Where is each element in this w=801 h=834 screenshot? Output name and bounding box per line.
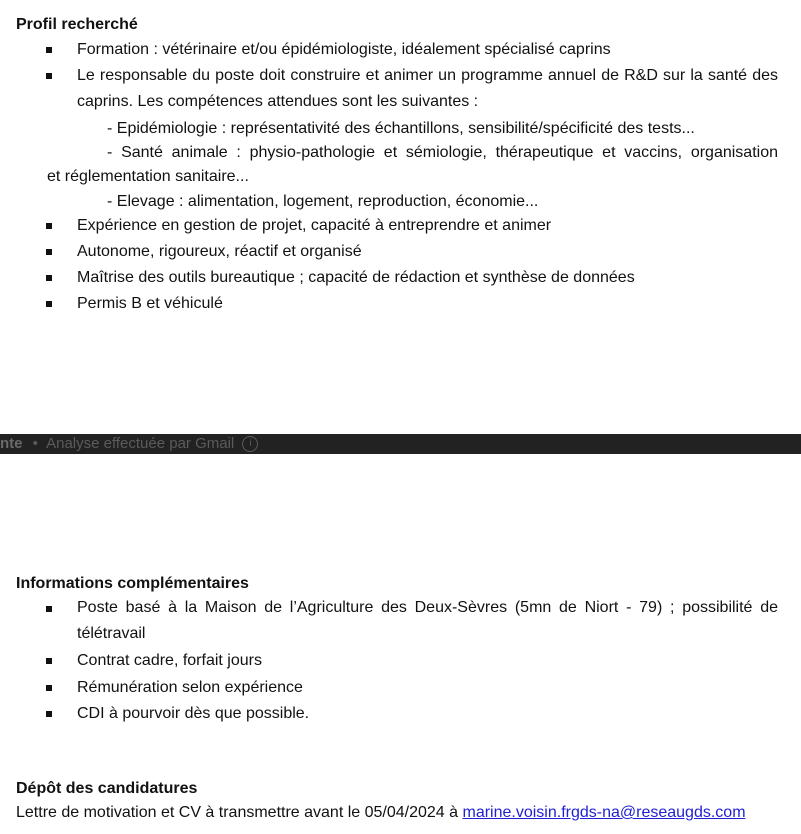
bullet-icon [46,711,52,717]
profil-sub-sante-line1: - Santé animale : physio-pathologie et sémiologie, thérapeutique et vaccins, organisation [107,144,778,161]
bullet-icon [46,73,52,79]
infos-bullet-poste: Poste basé à la Maison de l’Agriculture des Deux-Sèvres (5mn de Niort - 79) ; possibilité de télétravail [77,599,778,642]
profil-bullet-responsable: Le responsable du poste doit construire et animer un programme annuel de R&D sur la santé des caprins. Les compétences attendues sont les suivantes : [77,67,778,110]
bullet-icon [46,658,52,664]
profil-bullet-experience: Expérience en gestion de projet, capacité à entreprendre et animer [77,217,552,234]
profil-title: Profil recherché [16,16,138,33]
infos-bullet-contrat: Contrat cadre, forfait jours [77,652,262,669]
infos-title: Informations complémentaires [16,575,249,592]
bullet-icon [46,685,52,691]
depot-title: Dépôt des candidatures [16,780,198,797]
bullet-icon [46,223,52,229]
profil-sub-elevage: - Elevage : alimentation, logement, reproduction, économie... [107,193,539,210]
profil-bullet-autonome: Autonome, rigoureux, réactif et organisé [77,243,362,260]
infos-bullet-remuneration: Rémunération selon expérience [77,679,303,696]
profil-bullet-maitrise: Maîtrise des outils bureautique ; capacité de rédaction et synthèse de données [77,269,635,286]
profil-sub-epidemiologie: - Epidémiologie : représentativité des échantillons, sensibilité/spécificité des tests... [107,120,695,137]
info-icon[interactable]: i [242,436,258,452]
email-link[interactable]: marine.voisin.frgds-na@reseaugds.com [462,804,746,821]
gmail-bar-separator: • [32,435,38,452]
bullet-icon [46,301,52,307]
gmail-bar-fragment: nte [0,435,23,452]
gmail-bar-text: Analyse effectuée par Gmail [46,435,235,452]
bullet-icon [46,275,52,281]
bullet-icon [46,47,52,53]
bullet-icon [46,249,52,255]
profil-bullet-permis: Permis B et véhiculé [77,295,223,312]
infos-bullet-cdi: CDI à pourvoir dès que possible. [77,705,310,722]
depot-text: Lettre de motivation et CV à transmettre avant le 05/04/2024 à [16,804,463,821]
depot-text-line [16,804,746,822]
bullet-icon [46,606,52,612]
profil-bullet-formation: Formation : vétérinaire et/ou épidémiologiste, idéalement spécialisé caprins [77,41,611,58]
gmail-analysis-bar [0,434,801,454]
profil-sub-sante-line2: et réglementation sanitaire... [47,168,249,185]
